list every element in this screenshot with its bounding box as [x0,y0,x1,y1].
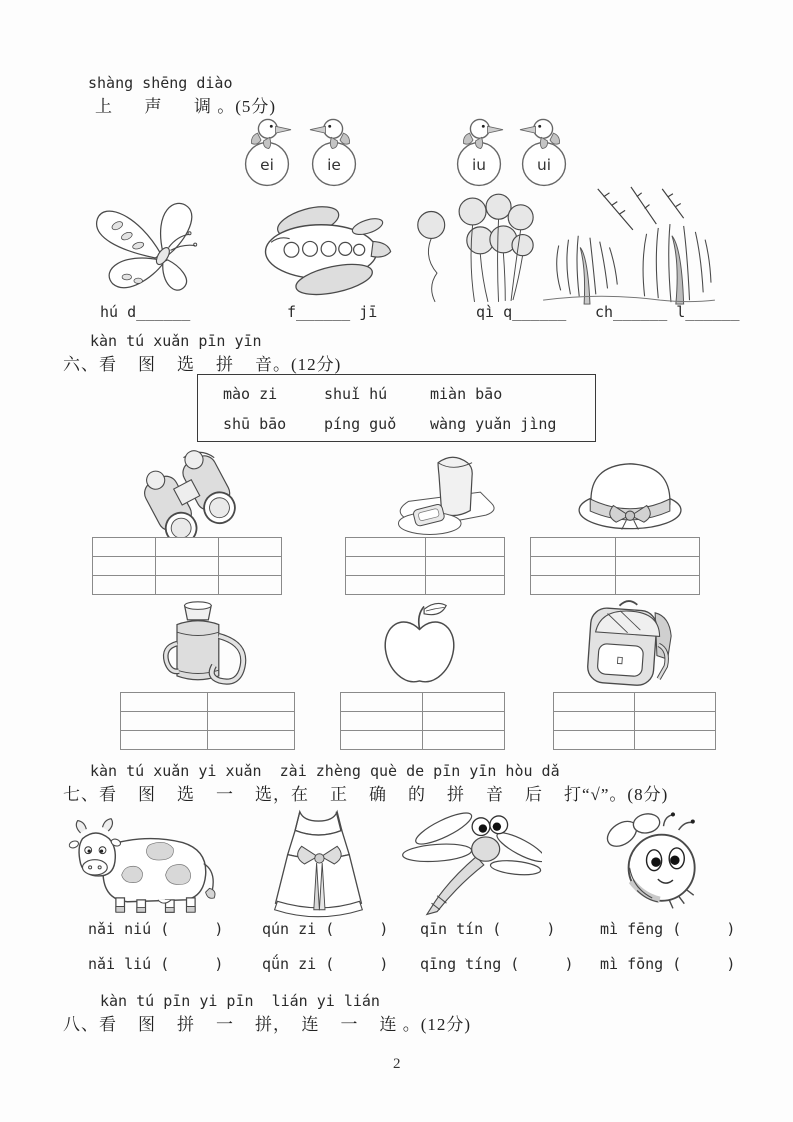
q8-heading-hanzi: 八、看 图 拼 一 拼， 连 一 连 。(12分) [63,1015,472,1034]
q6-heading-hanzi: 六、看 图 选 拼 音。(12分) [63,355,342,374]
answer-grid-backpack[interactable] [553,692,716,750]
q8-heading-pinyin: kàn tú pīn yi pīn lián yi lián [100,992,380,1010]
word-bank-item: shuǐ hú [324,385,388,403]
q7-heading-hanzi: 七、看 图 选 一 选，在 正 确 的 拼 音 后 打“√”。(8分) [63,785,669,804]
q7-heading-pinyin: kàn tú xuǎn yi xuǎn zài zhèng què de pīn yīn hòu dǎ [90,762,560,780]
dragonfly-image [392,808,542,925]
page-number: 2 [393,1056,401,1072]
q5-blank-butterfly: hú d______ [100,303,191,321]
tone-syllable-ei [241,116,293,193]
butterfly-image [85,192,237,309]
willow-trees-image [540,185,718,312]
sun-hat-image [568,448,693,543]
q7-option-dragonfly-1[interactable]: qīn tín ( ) [420,920,556,938]
bread-image [390,448,510,545]
thermos-bottle-image [148,598,263,698]
tone-syllable-iu [453,116,505,193]
answer-grid-binoculars[interactable] [92,537,282,595]
dress-image [268,808,368,925]
q5-blank-airplane: f______ jī [287,303,378,321]
apple-image [372,600,467,697]
word-bank-item: wàng yuǎn jìng [430,415,557,433]
answer-grid-hat[interactable] [530,537,700,595]
syllable-label: ei [260,156,274,174]
binoculars-image [118,445,258,545]
syllable-label: iu [471,156,487,174]
q7-option-bee-1[interactable]: mì fēng ( ) [600,920,736,938]
word-bank-item: mào zi [223,385,278,403]
q6-heading-pinyin: kàn tú xuǎn pīn yīn [90,332,262,350]
word-bank-item: miàn bāo [430,385,503,403]
tone-syllable-ui [518,116,570,193]
word-bank-box [197,374,596,442]
q5-blank-balloons: qì q______ [476,303,567,321]
q7-option-cow-2[interactable]: nǎi liú ( ) [88,955,224,973]
answer-grid-bread[interactable] [345,537,505,595]
word-bank-item: píng guǒ [324,415,397,433]
q5-heading-hanzi: 上 声 调 。(5分) [95,97,277,116]
bee-image [588,810,706,923]
q7-option-dress-1[interactable]: qún zi ( ) [262,920,389,938]
balloons-image [412,190,537,313]
answer-grid-apple[interactable] [340,692,505,750]
q5-blank-willows: ch______ l______ [595,303,740,321]
q7-option-dragonfly-2[interactable]: qīng tíng ( ) [420,955,574,973]
answer-grid-thermos[interactable] [120,692,295,750]
airplane-image [248,196,398,303]
syllable-label: ui [536,156,552,174]
word-bank-item: shū bāo [223,415,287,433]
q7-option-cow-1[interactable]: nǎi niú ( ) [88,920,224,938]
q7-option-bee-2[interactable]: mì fōng ( ) [600,955,736,973]
q7-option-dress-2[interactable]: qǘn zi ( ) [262,955,389,973]
backpack-image [565,595,690,698]
q5-heading-pinyin: shàng shēng diào [88,74,233,92]
syllable-label: ie [327,156,341,174]
tone-syllable-ie [308,116,360,193]
cow-image [66,812,224,922]
